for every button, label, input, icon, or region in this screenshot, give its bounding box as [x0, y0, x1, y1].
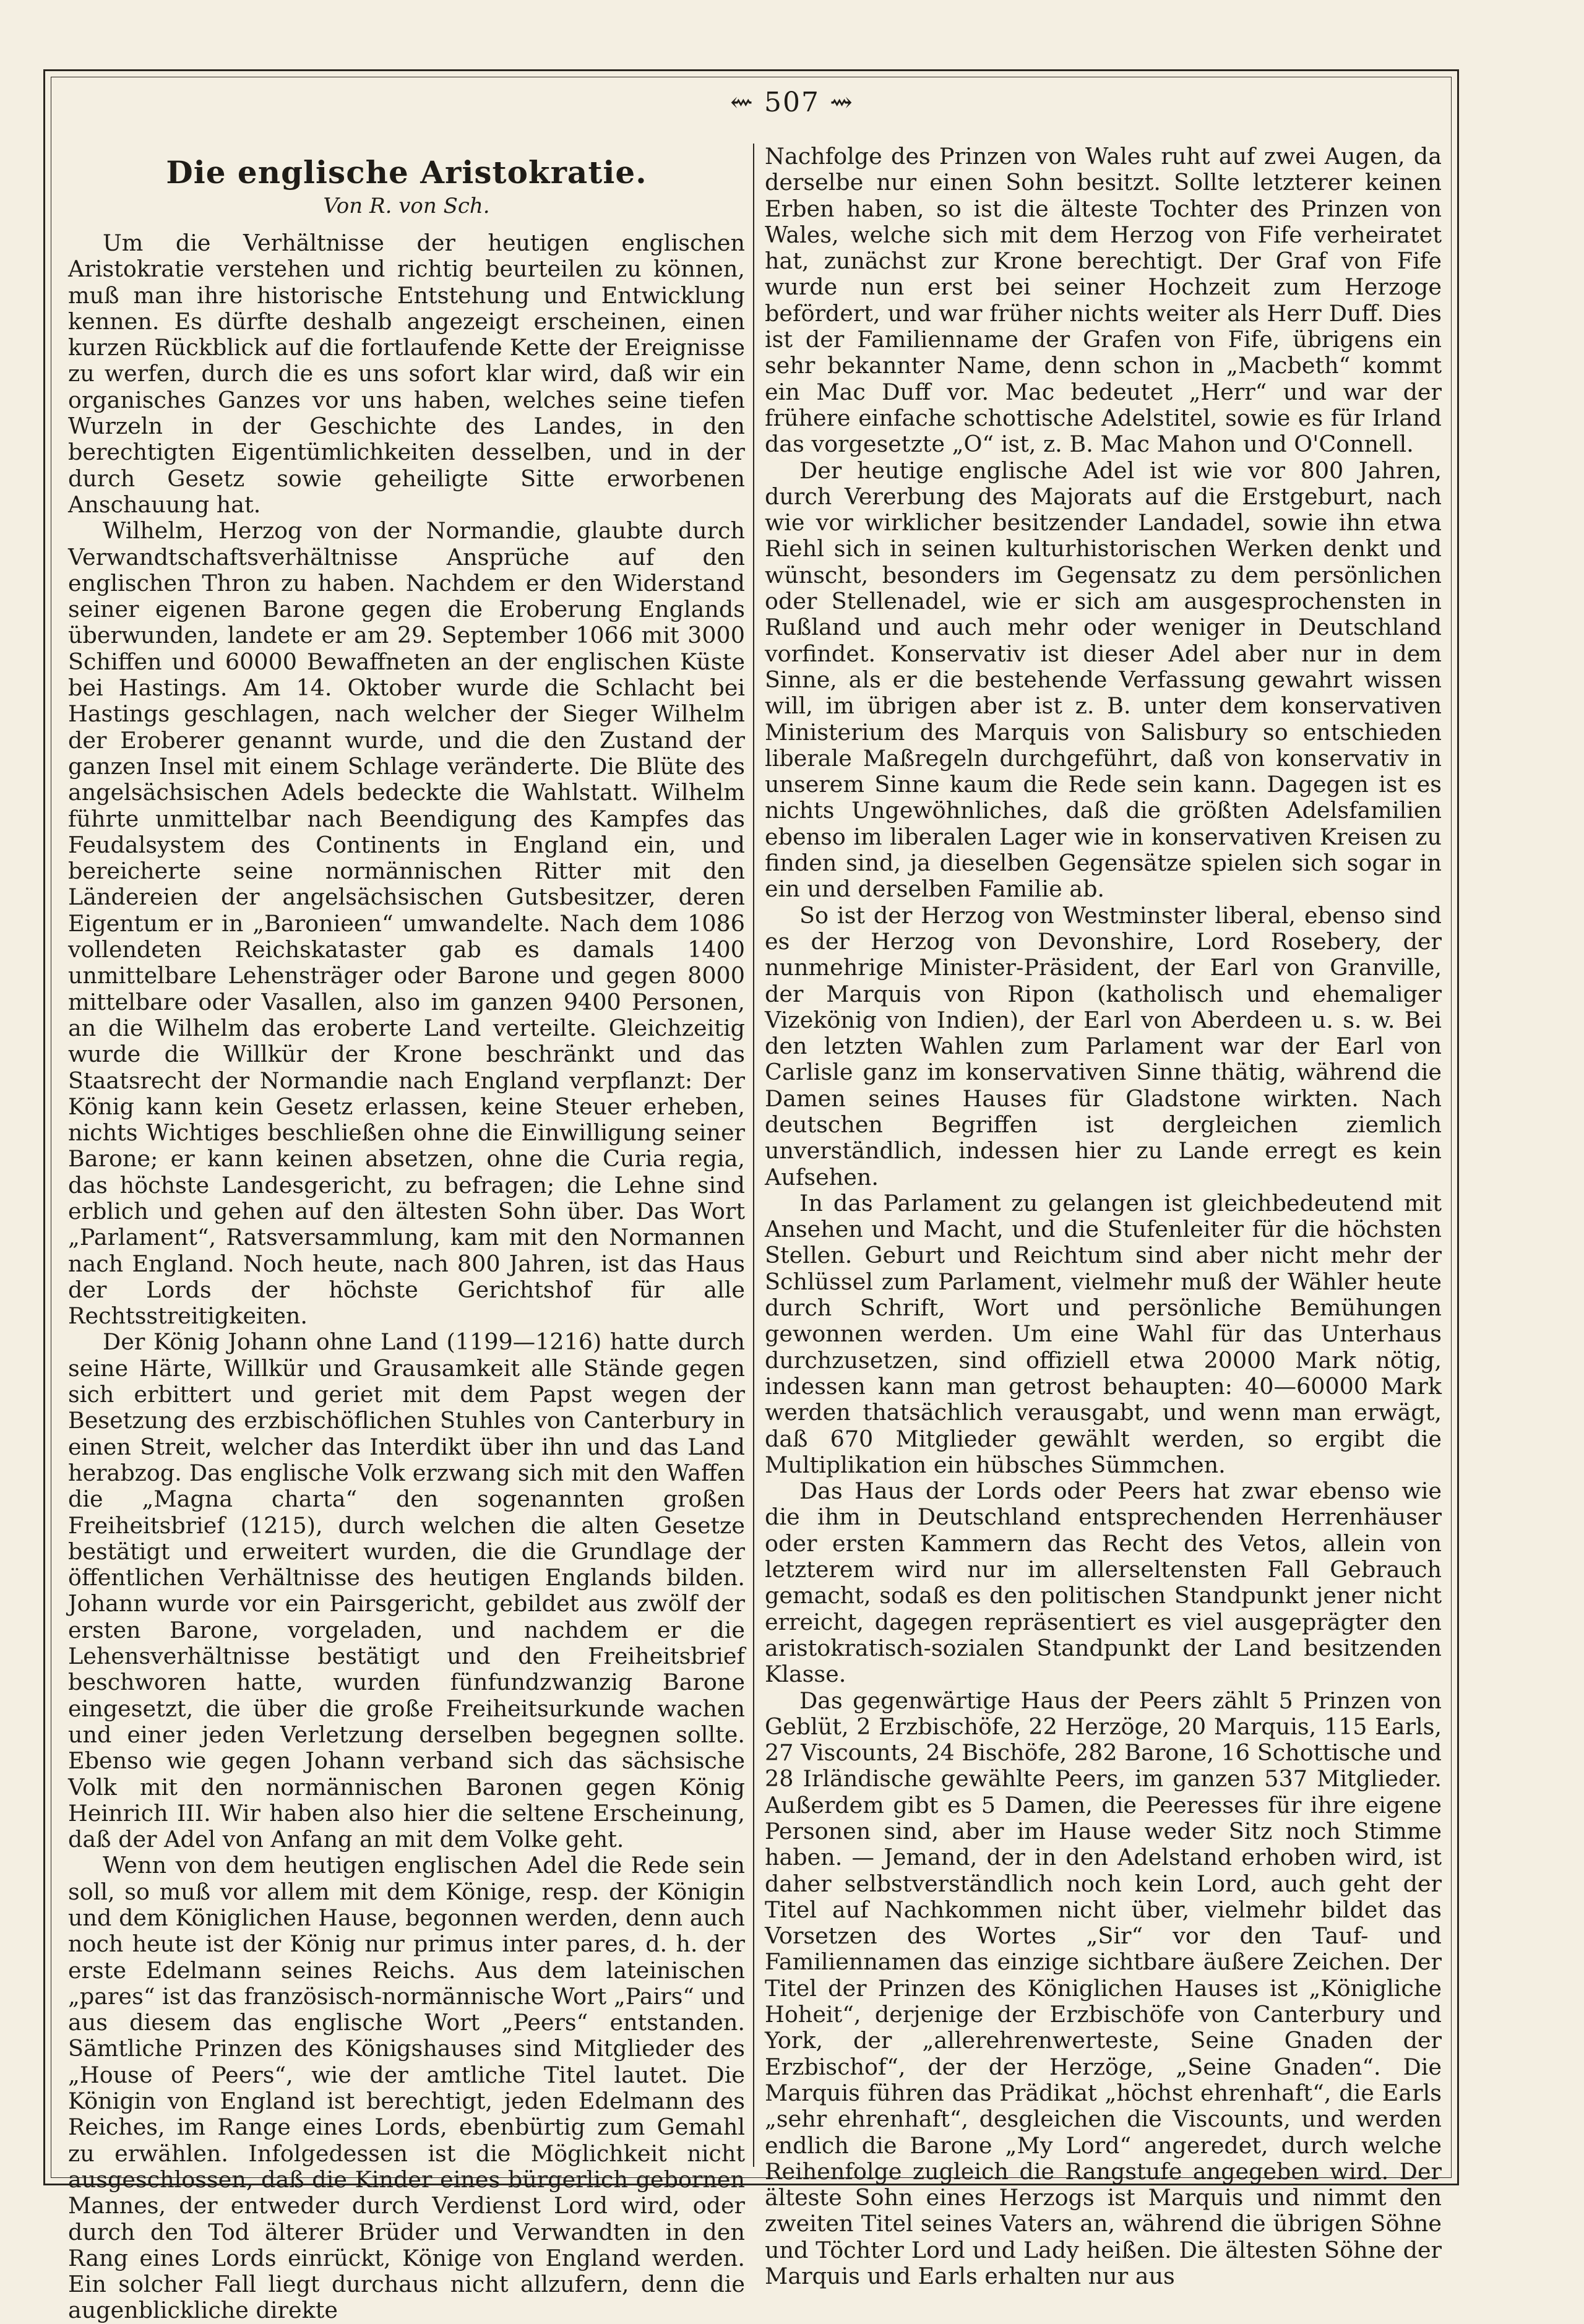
right-column	[765, 143, 1442, 2290]
article-title: Die englische Aristokratie.	[166, 154, 647, 191]
page-number: ⇜ 507 ⇝	[730, 87, 854, 118]
paragraph: So ist der Herzog von Westminster liberal, ebenso sind es der Herzog von Devonshire, Lord Rosebery, der nunmehrige Minister-Präsident, der Earl von Granville, der Marquis von Ripon (katholisch und ehemaliger Vizekönig von Indien), der Earl von Aberdeen u. s. w. Bei den letzten Wahlen zum Parlament war der Earl von Carlisle ganz im konservativen Sinne thätig, während die Damen seines Hauses für Gladstone wirkten. Nach deutschen Begriffen ist dergleichen ziemlich unverständlich, indessen hier zu Lande erregt es kein Aufsehen.	[765, 902, 1442, 1190]
article-byline: Von R. von Sch.	[323, 194, 490, 218]
paragraph: Um die Verhältnisse der heutigen englischen Aristokratie verstehen und richtig beurteilen zu können, muß man ihre historische Entstehung und Entwicklung kennen. Es dürfte deshalb angezeigt erscheinen, einen kurzen Rückblick auf die fortlaufende Kette der Ereignisse zu werfen, durch die es uns sofort klar wird, daß wir ein organisches Ganzes vor uns haben, welches seine tiefen Wurzeln in der Geschichte des Landes, in den berechtigten Eigentümlichkeiten desselben, und in der durch Gesetz sowie geheiligte Sitte erworbenen Anschauung hat.	[68, 230, 745, 518]
paragraph: Das Haus der Lords oder Peers hat zwar ebenso wie die ihm in Deutschland entsprechenden Herrenhäuser oder ersten Kammern das Recht des Vetos, allein von letzterem wird nur im allerseltensten Fall Gebrauch gemacht, sodaß es den politischen Standpunkt jener nicht erreicht, dagegen repräsentiert es viel ausgeprägter den aristokratisch-sozialen Standpunkt der Land besitzenden Klasse.	[765, 1478, 1442, 1688]
paragraph-continued: Nachfolge des Prinzen von Wales ruht auf zwei Augen, da derselbe nur einen Sohn besitzt. Sollte letzterer keinen Erben haben, so ist die älteste Tochter des Prinzen von Wales, welche sich mit dem Herzog von Fife verheiratet hat, zunächst zur Krone berechtigt. Der Graf von Fife wurde nun erst bei seiner Hochzeit zum Herzoge befördert, und war früher nichts weiter als Herr Duff. Dies ist der Familienname der Grafen von Fife, übrigens ein sehr bekannter Name, denn schon in „Macbeth“ kommt ein Mac Duff vor. Mac bedeutet „Herr“ und war der frühere einfache schottische Adelstitel, sowie es für Irland das vorgesetzte „O“ ist, z. B. Mac Mahon und O'Connell.	[765, 143, 1442, 458]
paragraph: Wilhelm, Herzog von der Normandie, glaubte durch Verwandtschaftsverhältnisse Ansprüche auf den englischen Thron zu haben. Nachdem er den Widerstand seiner eigenen Barone gegen die Eroberung Englands überwunden, landete er am 29. September 1066 mit 3000 Schiffen und 60000 Bewaffneten an der englischen Küste bei Hastings. Am 14. Oktober wurde die Schlacht bei Hastings geschlagen, nach welcher der Sieger Wilhelm der Eroberer genannt wurde, und die den Zustand der ganzen Insel mit einem Schlage veränderte. Die Blüte des angelsächsischen Adels bedeckte die Wahlstatt. Wilhelm führte unmittelbar nach Beendigung des Kampfes das Feudalsystem des Continents in England ein, und bereicherte seine normännischen Ritter mit den Ländereien der angelsächsischen Gutsbesitzer, deren Eigentum er in „Baronieen“ umwandelte. Nach dem 1086 vollendeten Reichskataster gab es damals 1400 unmittelbare Lehensträger oder Barone und gegen 8000 mittelbare oder Vasallen, also im ganzen 9400 Personen, an die Wilhelm das eroberte Land verteilte. Gleichzeitig wurde die Willkür der Krone beschränkt und das Staatsrecht der Normandie nach England verpflanzt: Der König kann kein Gesetz erlassen, keine Steuer erheben, nichts Wichtiges beschließen ohne die Einwilligung seiner Barone; er kann keinen absetzen, ohne die Curia regia, das höchste Landesgericht, zu befragen; die Lehne sind erblich und gehen auf den ältesten Sohn über. Das Wort „Parlament“, Ratsversammlung, kam mit den Normannen nach England. Noch heute, nach 800 Jahren, ist das Haus der Lords der höchste Gerichtshof für alle Rechtsstreitigkeiten.	[68, 517, 745, 1330]
paragraph: In das Parlament zu gelangen ist gleichbedeutend mit Ansehen und Macht, und die Stufenleiter für die höchsten Stellen. Geburt und Reichtum sind aber nicht mehr der Schlüssel zum Parlament, vielmehr muß der Wähler heute durch Schrift, Wort und persönliche Bemühungen gewonnen werden. Um eine Wahl für das Unterhaus durchzusetzen, sind offiziell etwa 20000 Mark nötig, indessen kann man getrost behaupten: 40—60000 Mark werden thatsächlich verausgabt, und wenn man erwägt, daß 670 Mitglieder gewählt werden, so ergibt die Multiplikation ein hübsches Sümmchen.	[765, 1189, 1442, 1478]
paragraph: Wenn von dem heutigen englischen Adel die Rede sein soll, so muß vor allem mit dem Könige, resp. der Königin und dem Königlichen Hause, begonnen werden, denn auch noch heute ist der König nur primus inter pares, d. h. der erste Edelmann seines Reichs. Aus dem lateinischen „pares“ ist das französisch-normännische Wort „Pairs“ und aus diesem das englische Wort „Peers“ entstanden. Sämtliche Prinzen des Königshauses sind Mitglieder des „House of Peers“, wie der amtliche Titel lautet. Die Königin von England ist berechtigt, jeden Edelmann des Reiches, im Range eines Lords, ebenbürtig zum Gemahl zu erwählen. Infolgedessen ist die Möglichkeit nicht ausgeschlossen, daß die Kinder eines bürgerlich gebornen Mannes, der entweder durch Verdienst Lord wird, oder durch den Tod älterer Brüder und Verwandten in den Rang eines Lords einrückt, Könige von England werden. Ein solcher Fall liegt durchaus nicht allzufern, denn die augenblickliche direkte	[68, 1852, 745, 2324]
left-column	[68, 144, 745, 2324]
paragraph: Der heutige englische Adel ist wie vor 800 Jahren, durch Vererbung des Majorats auf die Erstgeburt, nach wie vor wirklicher besitzender Landadel, sowie ihn etwa Riehl sich in seinen kulturhistorischen Werken denkt und wünscht, besonders im Gegensatz zu dem persönlichen oder Stellenadel, wie er sich am ausgesprochensten in Rußland und auch mehr oder weniger in Deutschland vorfindet. Konservativ ist dieser Adel aber nur in dem Sinne, als er die bestehende Verfassung gewahrt wissen will, im übrigen aber ist z. B. unter dem konservativen Ministerium des Marquis von Salisbury so entschieden liberale Maßregeln durchgeführt, daß von konservativ in unserem Sinne kaum die Rede sein kann. Dagegen ist es nichts Ungewöhnliches, daß die größten Adelsfamilien ebenso im liberalen Lager wie in konservativen Kreisen zu finden sind, ja dieselben Gegensätze spielen sich sogar in ein und derselben Familie ab.	[765, 457, 1442, 903]
paragraph: Das gegenwärtige Haus der Peers zählt 5 Prinzen von Geblüt, 2 Erzbischöfe, 22 Herzöge, 20 Marquis, 115 Earls, 27 Viscounts, 24 Bischöfe, 282 Barone, 16 Schottische und 28 Irländische gewählte Peers, im ganzen 537 Mitglieder. Außerdem gibt es 5 Damen, die Peeresses für ihre eigene Personen sind, aber im Hause weder Sitz noch Stimme haben. — Jemand, der in den Adelstand erhoben wird, ist daher selbstverständlich noch kein Lord, auch geht der Titel auf Nachkommen nicht über, vielmehr bildet das Vorsetzen des Wortes „Sir“ vor den Tauf- und Familiennamen das einzige sichtbare äußere Zeichen. Der Titel der Prinzen des Königlichen Hauses ist „Königliche Hoheit“, derjenige der Erzbischöfe von Canterbury und York, der „allerehrenwerteste, Seine Gnaden der Erzbischof“, der der Herzöge, „Seine Gnaden“. Die Marquis führen das Prädikat „höchst ehrenhaft“, die Earls „sehr ehrenhaft“, desgleichen die Viscounts, und werden endlich die Barone „My Lord“ angeredet, durch welche Reihenfolge zugleich die Rangstufe angegeben wird. Der älteste Sohn eines Herzogs ist Marquis und nimmt den zweiten Titel seines Vaters an, während die übrigen Söhne und Töchter Lord und Lady heißen. Die ältesten Söhne der Marquis und Earls erhalten nur aus	[765, 1687, 1442, 2290]
paragraph: Der König Johann ohne Land (1199—1216) hatte durch seine Härte, Willkür und Grausamkeit alle Stände gegen sich erbittert und geriet mit dem Papst wegen der Besetzung des erzbischöflichen Stuhles von Canterbury in einen Streit, welcher das Interdikt über ihn und das Land herabzog. Das englische Volk erzwang sich mit den Waffen die „Magna charta“ den sogenannten großen Freiheitsbrief (1215), durch welchen die alten Gesetze bestätigt und erweitert wurden, die die Grundlage der öffentlichen Verhältnisse des heutigen Englands bilden. Johann wurde vor ein Pairsgericht, gebildet aus zwölf der ersten Barone, vorgeladen, und nachdem er die Lehensverhältnisse bestätigt und den Freiheitsbrief beschworen hatte, wurden fünfundzwanzig Barone eingesetzt, die über die große Freiheitsurkunde wachen und einer jeden Verletzung derselben begegnen sollte. Ebenso wie gegen Johann verband sich das sächsische Volk mit den normännischen Baronen gegen König Heinrich III. Wir haben also hier die seltene Erscheinung, daß der Adel von Anfang an mit dem Volke geht.	[68, 1328, 745, 1853]
column-divider	[753, 144, 754, 2167]
